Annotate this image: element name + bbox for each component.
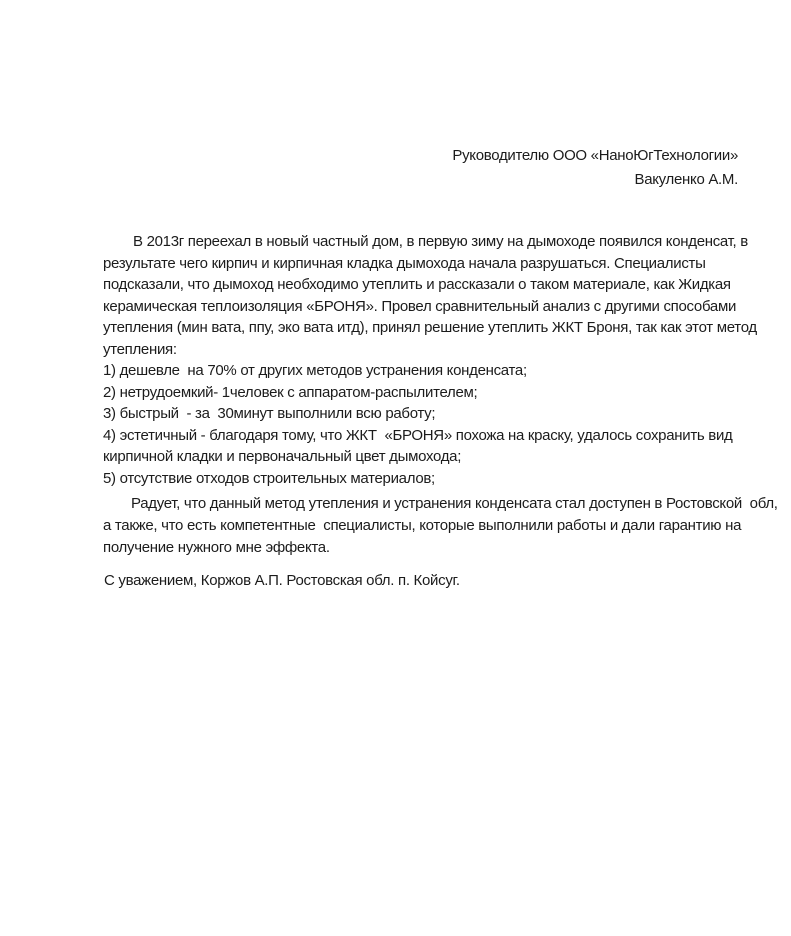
paragraph1-line: керамическая теплоизоляция «БРОНЯ». Провел сравнительный анализ с другими способами <box>103 297 737 315</box>
recipient-line-1: Руководителю ООО «НаноЮгТехнологии» <box>452 147 738 164</box>
list-item-4: 4) эстетичный - благодаря тому, что ЖКТ «БРОНЯ» похожа на краску, удалось сохранить вид <box>103 426 733 444</box>
recipient-block <box>452 144 738 192</box>
paragraph2-line: Радует, что данный метод утепления и устранения конденсата стал доступен в Ростовской обл, <box>131 495 778 512</box>
paragraph1-line: результате чего кирпич и кирпичная кладка дымохода начала разрушаться. Специалисты <box>103 254 706 272</box>
paragraph1-line: утепления: <box>103 340 177 358</box>
recipient-line-2: Вакуленко А.М. <box>634 171 738 188</box>
letter-body <box>103 231 768 489</box>
paragraph2-line: получение нужного мне эффекта. <box>103 539 330 556</box>
closing-paragraph <box>103 493 778 559</box>
list-item-4-continuation: кирпичной кладки и первоначальный цвет дымохода; <box>103 448 462 465</box>
list-item-2: 2) нетрудоемкий- 1человек с аппаратом-распылителем; <box>103 383 478 401</box>
signature-line: С уважением, Коржов А.П. Ростовская обл. п. Койсуг. <box>104 572 460 589</box>
list-item-1: 1) дешевле на 70% от других методов устранения конденсата; <box>103 362 527 379</box>
paragraph1-line: В 2013г переехал в новый частный дом, в первую зиму на дымоходе появился конденсат, в <box>133 233 748 250</box>
paragraph2-line: а также, что есть компетентные специалисты, которые выполнили работы и дали гарантию на <box>103 517 742 534</box>
list-item-3: 3) быстрый - за 30минут выполнили всю работу; <box>103 405 436 422</box>
list-item-5: 5) отсутствие отходов строительных материалов; <box>103 469 435 487</box>
paragraph1-line: подсказали, что дымоход необходимо утеплить и рассказали о таком материале, как Жидкая <box>103 276 731 293</box>
paragraph1-line: утепления (мин вата, ппу, эко вата итд), принял решение утеплить ЖКТ Броня, так как этот метод <box>103 319 757 336</box>
